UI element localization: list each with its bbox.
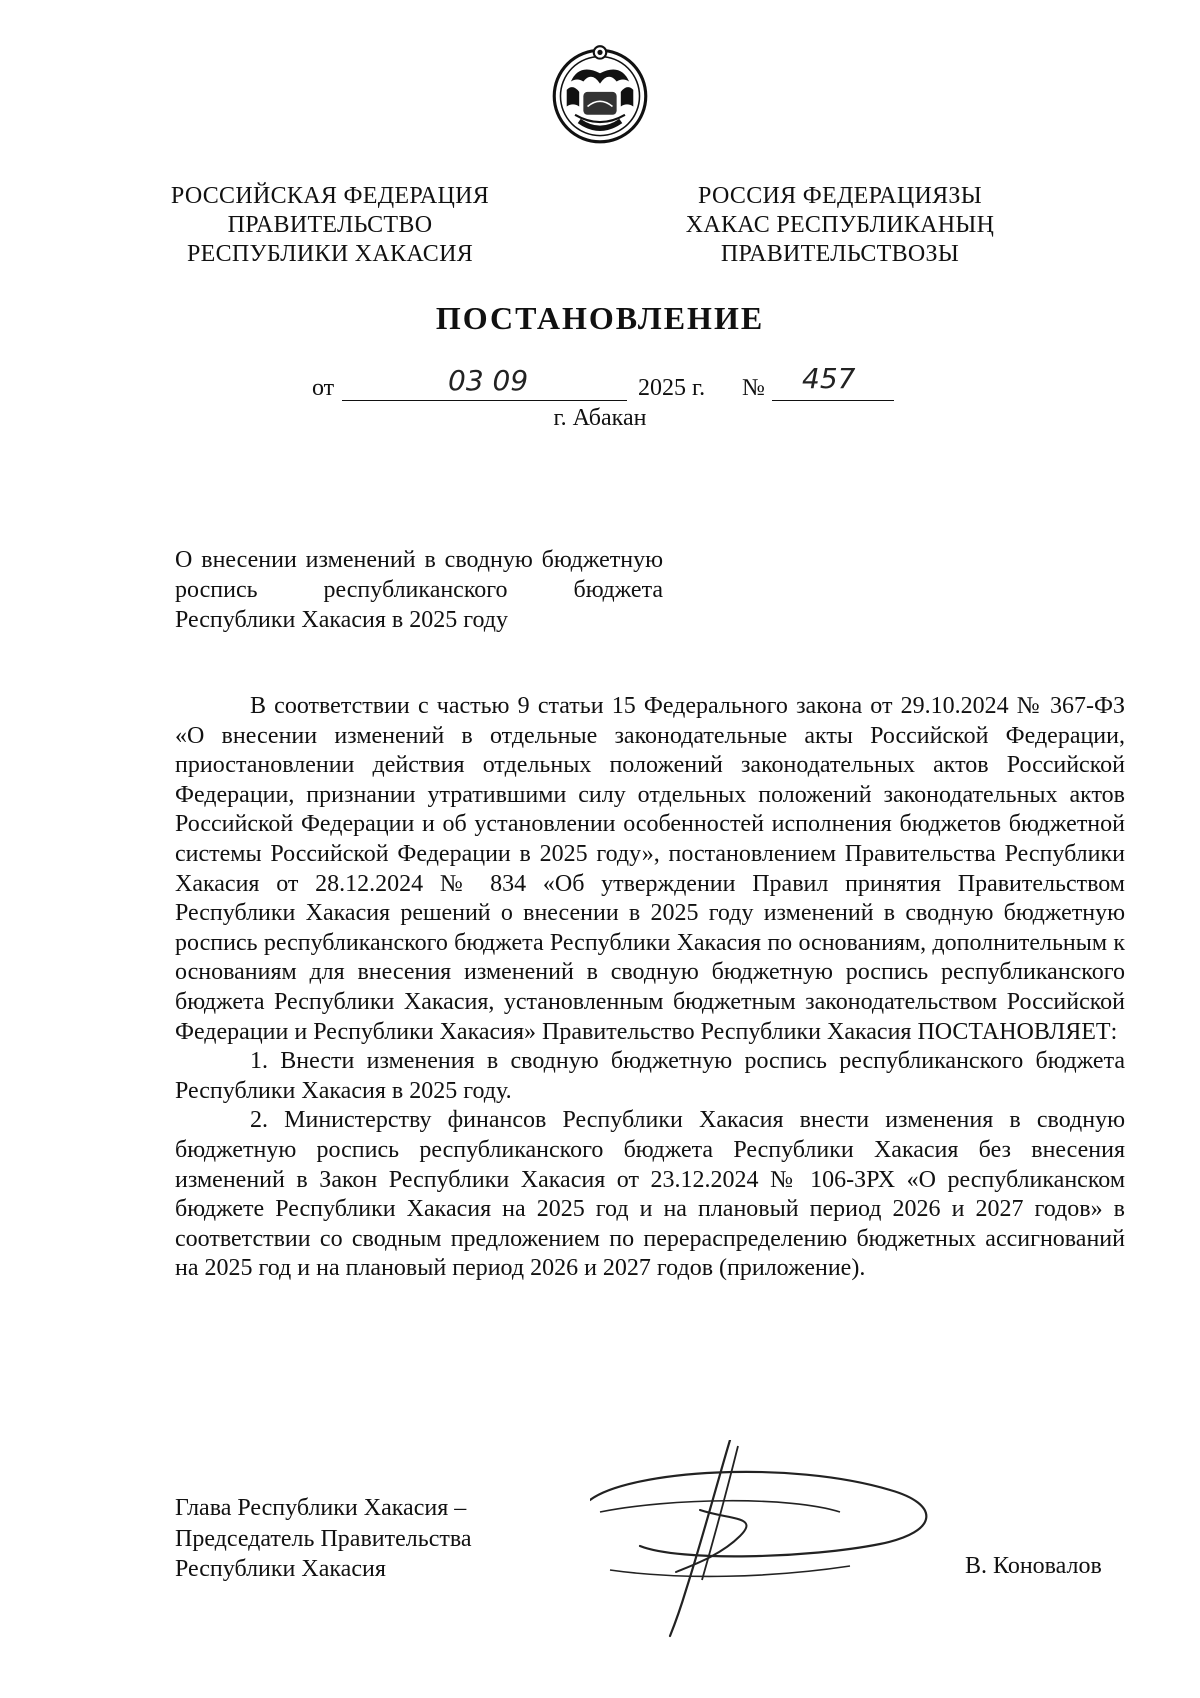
date-from-label: от [312,375,335,401]
year-label: 2025 г. [638,375,706,401]
signatory-title-line-2: Председатель Правительства [175,1525,472,1552]
header-right-line-3: ПРАВИТЕЛЬСТВОЗЫ [720,241,960,267]
body-paragraph: В соответствии с частью 9 статьи 15 Федерального закона от 29.10.2024 № 367-ФЗ «О внесении изменений в отдельные законодательные акты Российской Федерации, приостановлении действия отдельных положений законодательных актов Российской Федерации, признании утратившими силу отдельных положений законодательных актов Российской Федерации и об установлении особенностей исполнения бюджетов бюджетной системы Российской Федерации в 2025 году», постановлением Правительства Республики Хакасия от 28.12.2024 № 834 «Об утверждении Правил принятия Правительством Республики Хакасия решений о внесении в 2025 году изменений в сводную бюджетную роспись республиканского бюджета Республики Хакасия по основаниям, дополнительным к основаниям для внесения изменений в сводную бюджетную роспись республиканского бюджета Республики Хакасия, установленным бюджетным законодательством Российской Федерации и Республики Хакасия» Правительство Республики Хакасия ПОСТАНОВЛЯЕТ: [175,693,1125,1045]
header-left-line-3: РЕСПУБЛИКИ ХАКАСИЯ [186,241,474,267]
date-number-line [0,362,1200,410]
header-right-line-1: РОССИЯ ФЕДЕРАЦИЯЗЫ [698,183,982,209]
header-left-line-1: РОССИЙСКАЯ ФЕДЕРАЦИЯ [170,183,490,209]
coat-of-arms-emblem [548,42,652,146]
number-label: № [742,375,765,401]
date-handwritten: 03 09 [448,364,529,397]
signatory-name: В. Коновалов [965,1553,1102,1579]
body-paragraph: 1. Внести изменения в сводную бюджетную роспись республиканского бюджета Республики Хакасия в 2025 году. [175,1048,1125,1104]
header-left-line-2: ПРАВИТЕЛЬСТВО [227,212,433,238]
document-body [175,692,1125,1284]
body-paragraph: 2. Министерству финансов Республики Хакасия внести изменения в сводную бюджетную роспись республиканского бюджета Республики Хакасия без внесения изменений в Закон Республики Хакасия от 23.12.2024 № 106-ЗРХ «О республиканском бюджете Республики Хакасия на 2025 год и на плановый период 2026 и 2027 годов» в соответствии со сводным предложением по перераспределению бюджетных ассигнований на 2025 год и на плановый период 2026 и 2027 годов (приложение). [175,1107,1125,1282]
signatory-title [175,1493,472,1585]
header-left [150,182,510,269]
number-handwritten: 457 [802,362,856,395]
signatory-title-line-1: Глава Республики Хакасия – [175,1495,467,1521]
signatory-title-line-3: Республики Хакасия [175,1556,386,1582]
city-label: г. Абакан [553,405,647,431]
document-subject: О внесении изменений в сводную бюджетную роспись республиканского бюджета Республики Хакасия в 2025 году [175,547,663,633]
header-right-line-2: ХАКАС РЕСПУБЛИКАНЫҢ [685,212,995,238]
handwritten-signature [590,1440,950,1640]
document-title: ПОСТАНОВЛЕНИЕ [435,300,765,336]
header-right [660,182,1020,269]
